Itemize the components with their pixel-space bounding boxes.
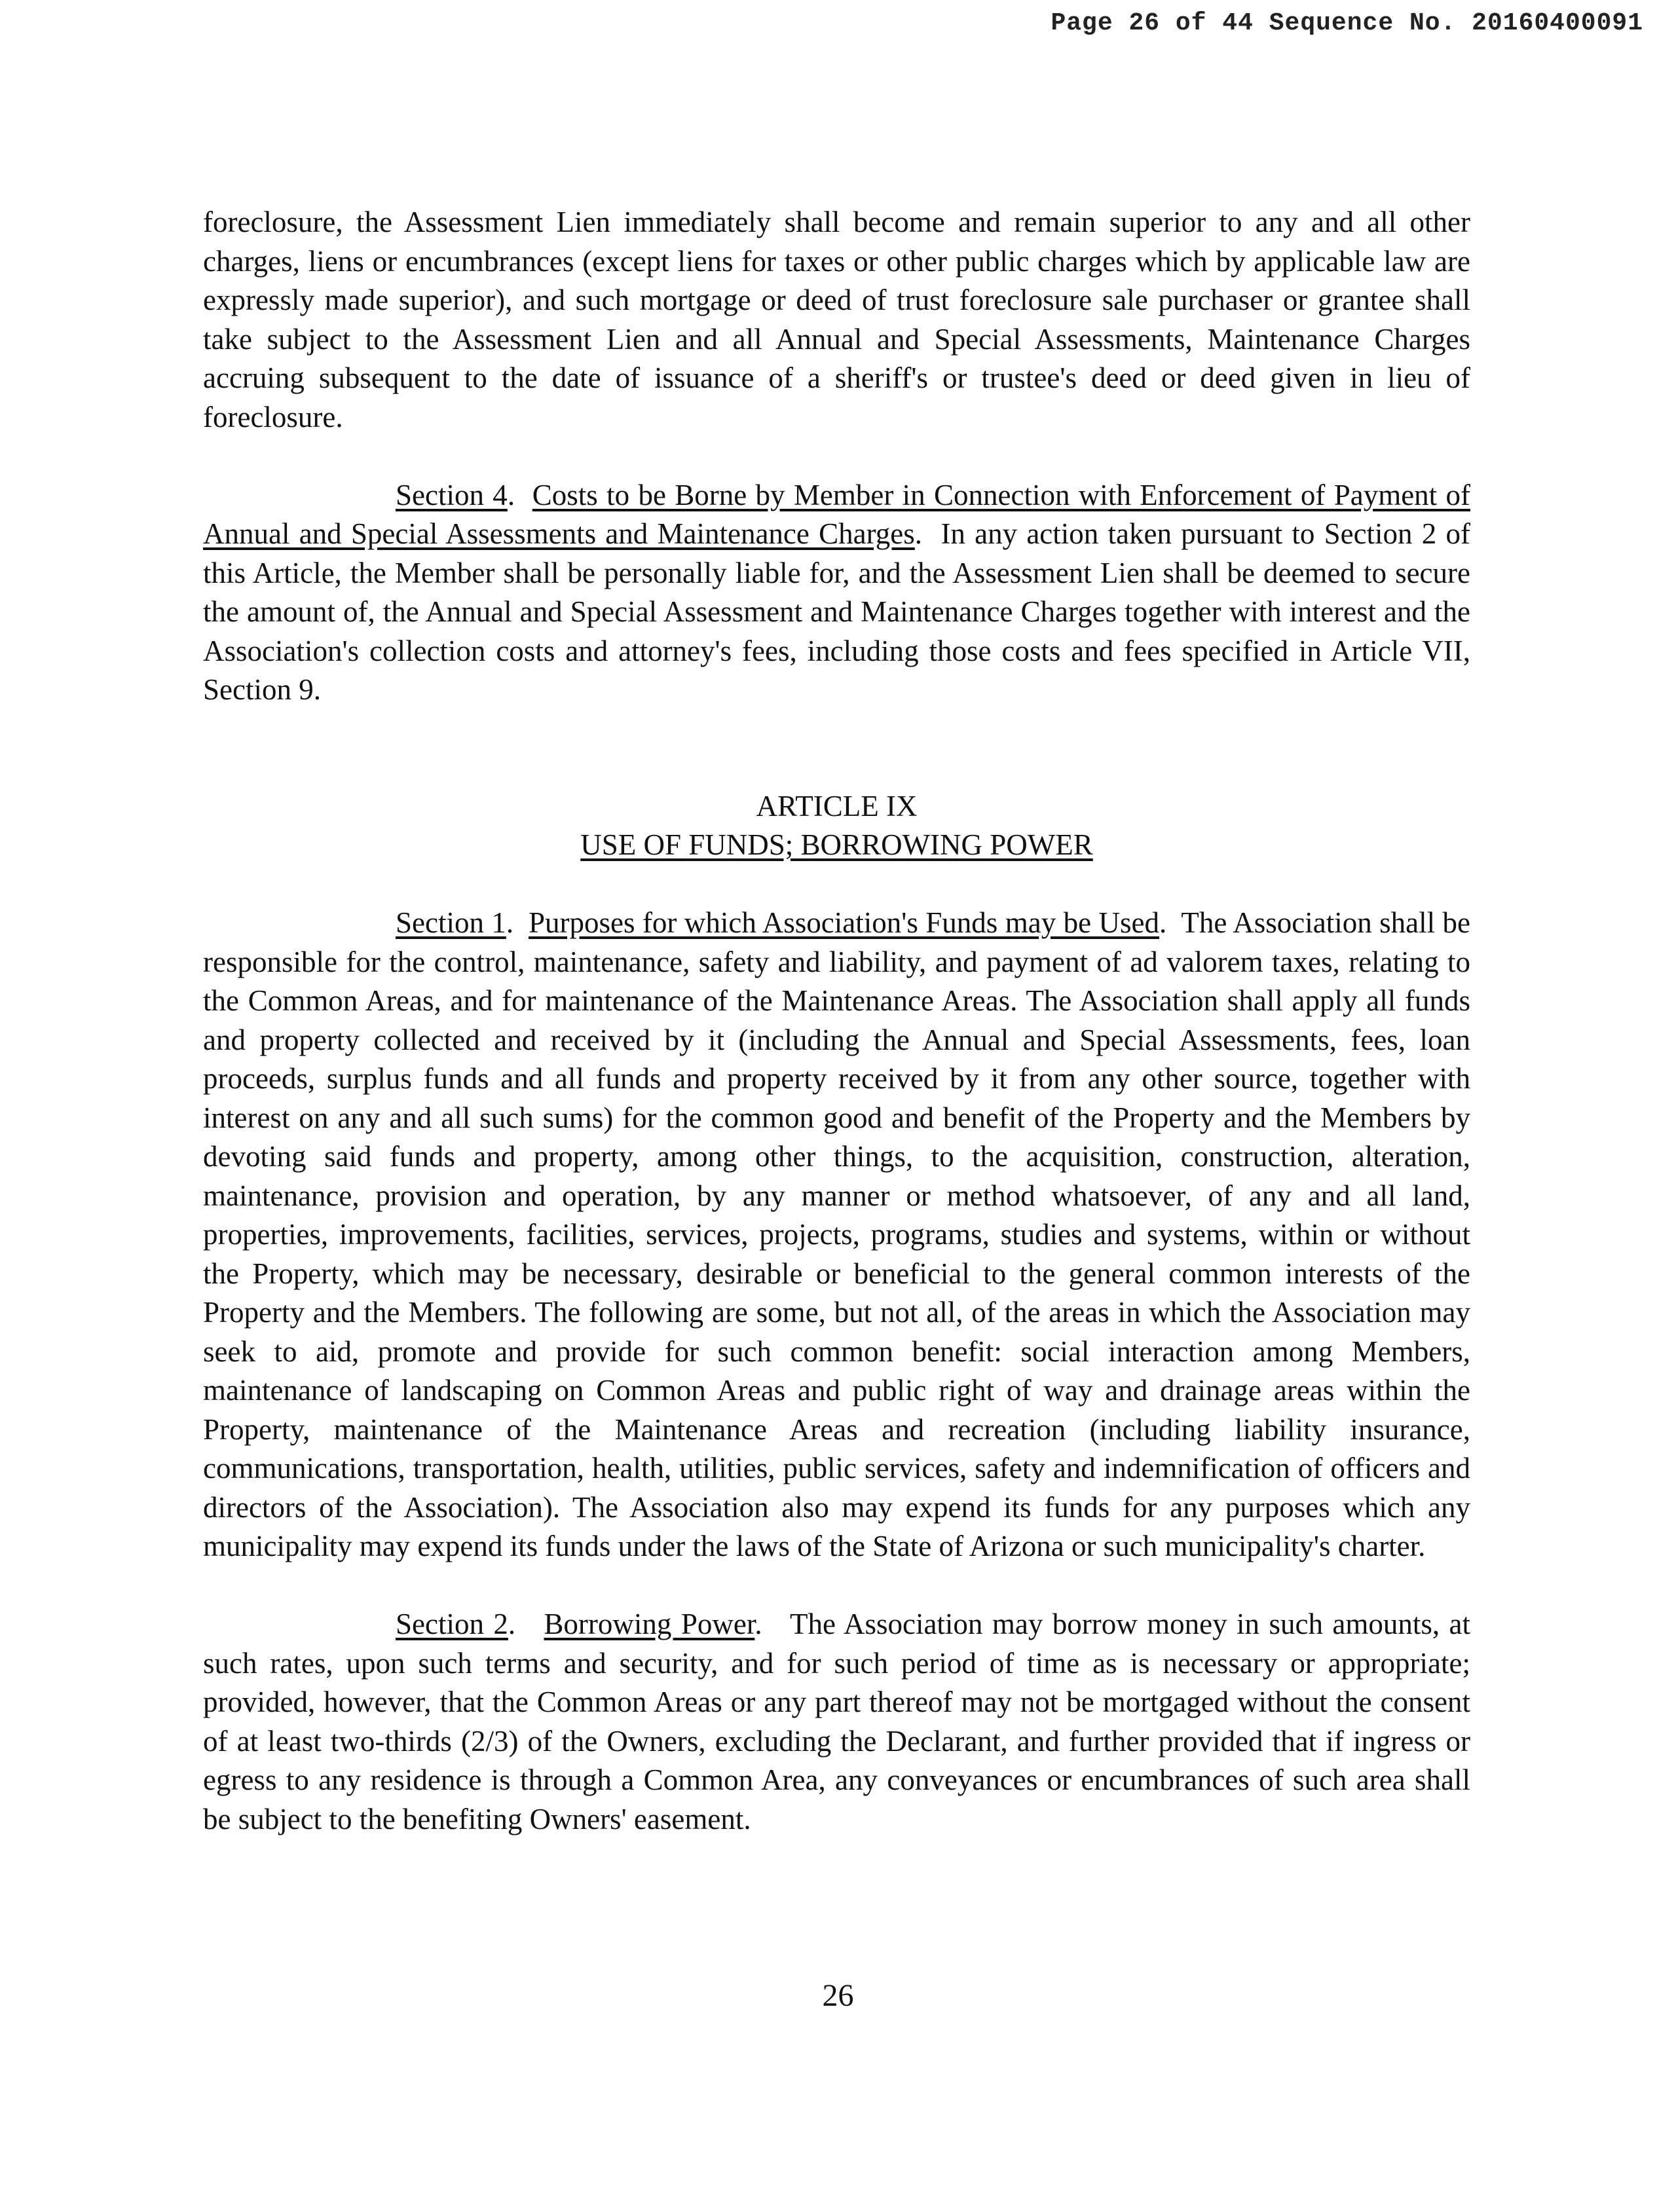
section-1-paragraph: Section 1. Purposes for which Association's Funds may be Used. The Association shall be responsible for the control, maintenance, safety and liability, and payment of ad valorem taxes, relating to the Common Areas, and for maintenance of the Maintenance Areas. The Association shall apply all funds and property collected and received by it (including the Annual and Special Assessments, fees, loan proceeds, surplus funds and all funds and property received by it from any other source, together with interest on any and all such sums) for the common good and benefit of the Property and the Members by devoting said funds and property, among other things, to the acquisition, construction, alteration, maintenance, provision and operation, by any manner or method whatsoever, of any and all land, properties, improvements, facilities, services, projects, programs, studies and systems, within or without the Property, which may be necessary, desirable or beneficial to the general common interests of the Property and the Members. The following are some, but not all, of the areas in which the Association may seek to aid, promote and provide for such common benefit: social interaction among Members, maintenance of landscaping on Common Areas and public right of way and drainage areas within the Property, maintenance of the Maintenance Areas and recreation (including liability insurance, communications, transportation, health, utilities, public services, safety and indemnification of officers and directors of the Association). The Association also may expend its funds for any purposes which any municipality may expend its funds under the laws of the State of Arizona or such municipality's charter. xyxy=(203,906,1471,1562)
article-heading xyxy=(203,787,1470,865)
section-4-title: Costs to be Borne by Member in Connection with Enforcement of Payment of Annual and Special Assessments and Maintenance Charges xyxy=(203,478,1470,550)
document-body xyxy=(203,203,1470,1878)
page-number: 26 xyxy=(822,1978,854,2013)
continued-paragraph: foreclosure, the Assessment Lien immediately shall become and remain superior to any and all other charges, liens or encumbrances (except liens for taxes or other public charges which by applicable law are expressly made superior), and such mortgage or deed of trust foreclosure sale purchaser or grantee shall take subject to the Assessment Lien and all Annual and Special Assessments, Maintenance Charges accruing subsequent to the date of issuance of a sheriff's or trustee's deed or deed given in lieu of foreclosure. xyxy=(203,206,1470,433)
section-1-title: Purposes for which Association's Funds may be Used xyxy=(529,906,1160,939)
section-2-paragraph: Section 2. Borrowing Power. The Association may borrow money in such amounts, at such rates, upon such terms and security, and for such period of time as is necessary or appropriate; provided, however, that the Common Areas or any part thereof may not be mortgaged without the consent of at least two-thirds (2/3) of the Owners, excluding the Declarant, and further provided that if ingress or egress to any residence is through a Common Area, any conveyances or encumbrances of such area shall be subject to the benefiting Owners' easement. xyxy=(203,1608,1470,1835)
page-sequence-stamp: Page 26 of 44 Sequence No. 20160400091 xyxy=(1051,9,1643,37)
section-2-title: Borrowing Power xyxy=(544,1608,755,1640)
article-number: ARTICLE IX xyxy=(756,789,918,822)
section-4-body: In any action taken pursuant to Section 2 of this Article, the Member shall be personally liable for, and the Assessment Lien shall be deemed to secure the amount of, the Annual and Special Assessment and Maintenance Charges together with interest and the Association's collection costs and attorney's fees, including those costs and fees specified in Article VII, Section 9. xyxy=(203,517,1470,706)
section-4-label: Section 4 xyxy=(396,478,508,511)
section-4-paragraph: Section 4. Costs to be Borne by Member in Connection with Enforcement of Payment of Annual and Special Assessments and Maintenance Charges. In any action taken pursuant to Section 2 of this Article, the Member shall be personally liable for, and the Assessment Lien shall be deemed to secure the amount of, the Annual and Special Assessment and Maintenance Charges together with interest and the Association's collection costs and attorney's fees, including those costs and fees specified in Article VII, Section 9. xyxy=(203,478,1470,706)
section-2-label: Section 2 xyxy=(396,1608,508,1640)
section-1-body: The Association shall be responsible for the control, maintenance, safety and liability, and payment of ad valorem taxes, relating to the Common Areas, and for maintenance of the Maintenance Areas. The Association shall apply all funds and property collected and received by it (including the Annual and Special Assessments, fees, loan proceeds, surplus funds and all funds and property received by it from any other source, together with interest on any and all such sums) for the common good and benefit of the Property and the Members by devoting said funds and property, among other things, to the acquisition, construction, alteration, maintenance, provision and operation, by any manner or method whatsoever, of any and all land, properties, improvements, facilities, services, projects, programs, studies and systems, within or without the Property, which may be necessary, desirable or beneficial to the general common interests of the Property and the Members. The following are some, but not all, of the areas in which the Association may seek to aid, promote and provide for such common benefit: social interaction among Members, maintenance of landscaping on Common Areas and public right of way and drainage areas within the Property, maintenance of the Maintenance Areas and recreation (including liability insurance, communications, transportation, health, utilities, public services, safety and indemnification of officers and directors of the Association). The Association also may expend its funds for any purposes which any municipality may expend its funds under the laws of the State of Arizona or such municipality's charter. xyxy=(203,906,1471,1562)
article-title: USE OF FUNDS; BORROWING POWER xyxy=(580,828,1093,861)
section-1-label: Section 1 xyxy=(396,906,506,939)
section-2-body: The Association may borrow money in such amounts, at such rates, upon such terms and security, and for such period of time as is necessary or appropriate; provided, however, that the Common Areas or any part thereof may not be mortgaged without the consent of at least two-thirds (2/3) of the Owners, excluding the Declarant, and further provided that if ingress or egress to any residence is through a Common Area, any conveyances or encumbrances of such area shall be subject to the benefiting Owners' easement. xyxy=(203,1608,1470,1835)
